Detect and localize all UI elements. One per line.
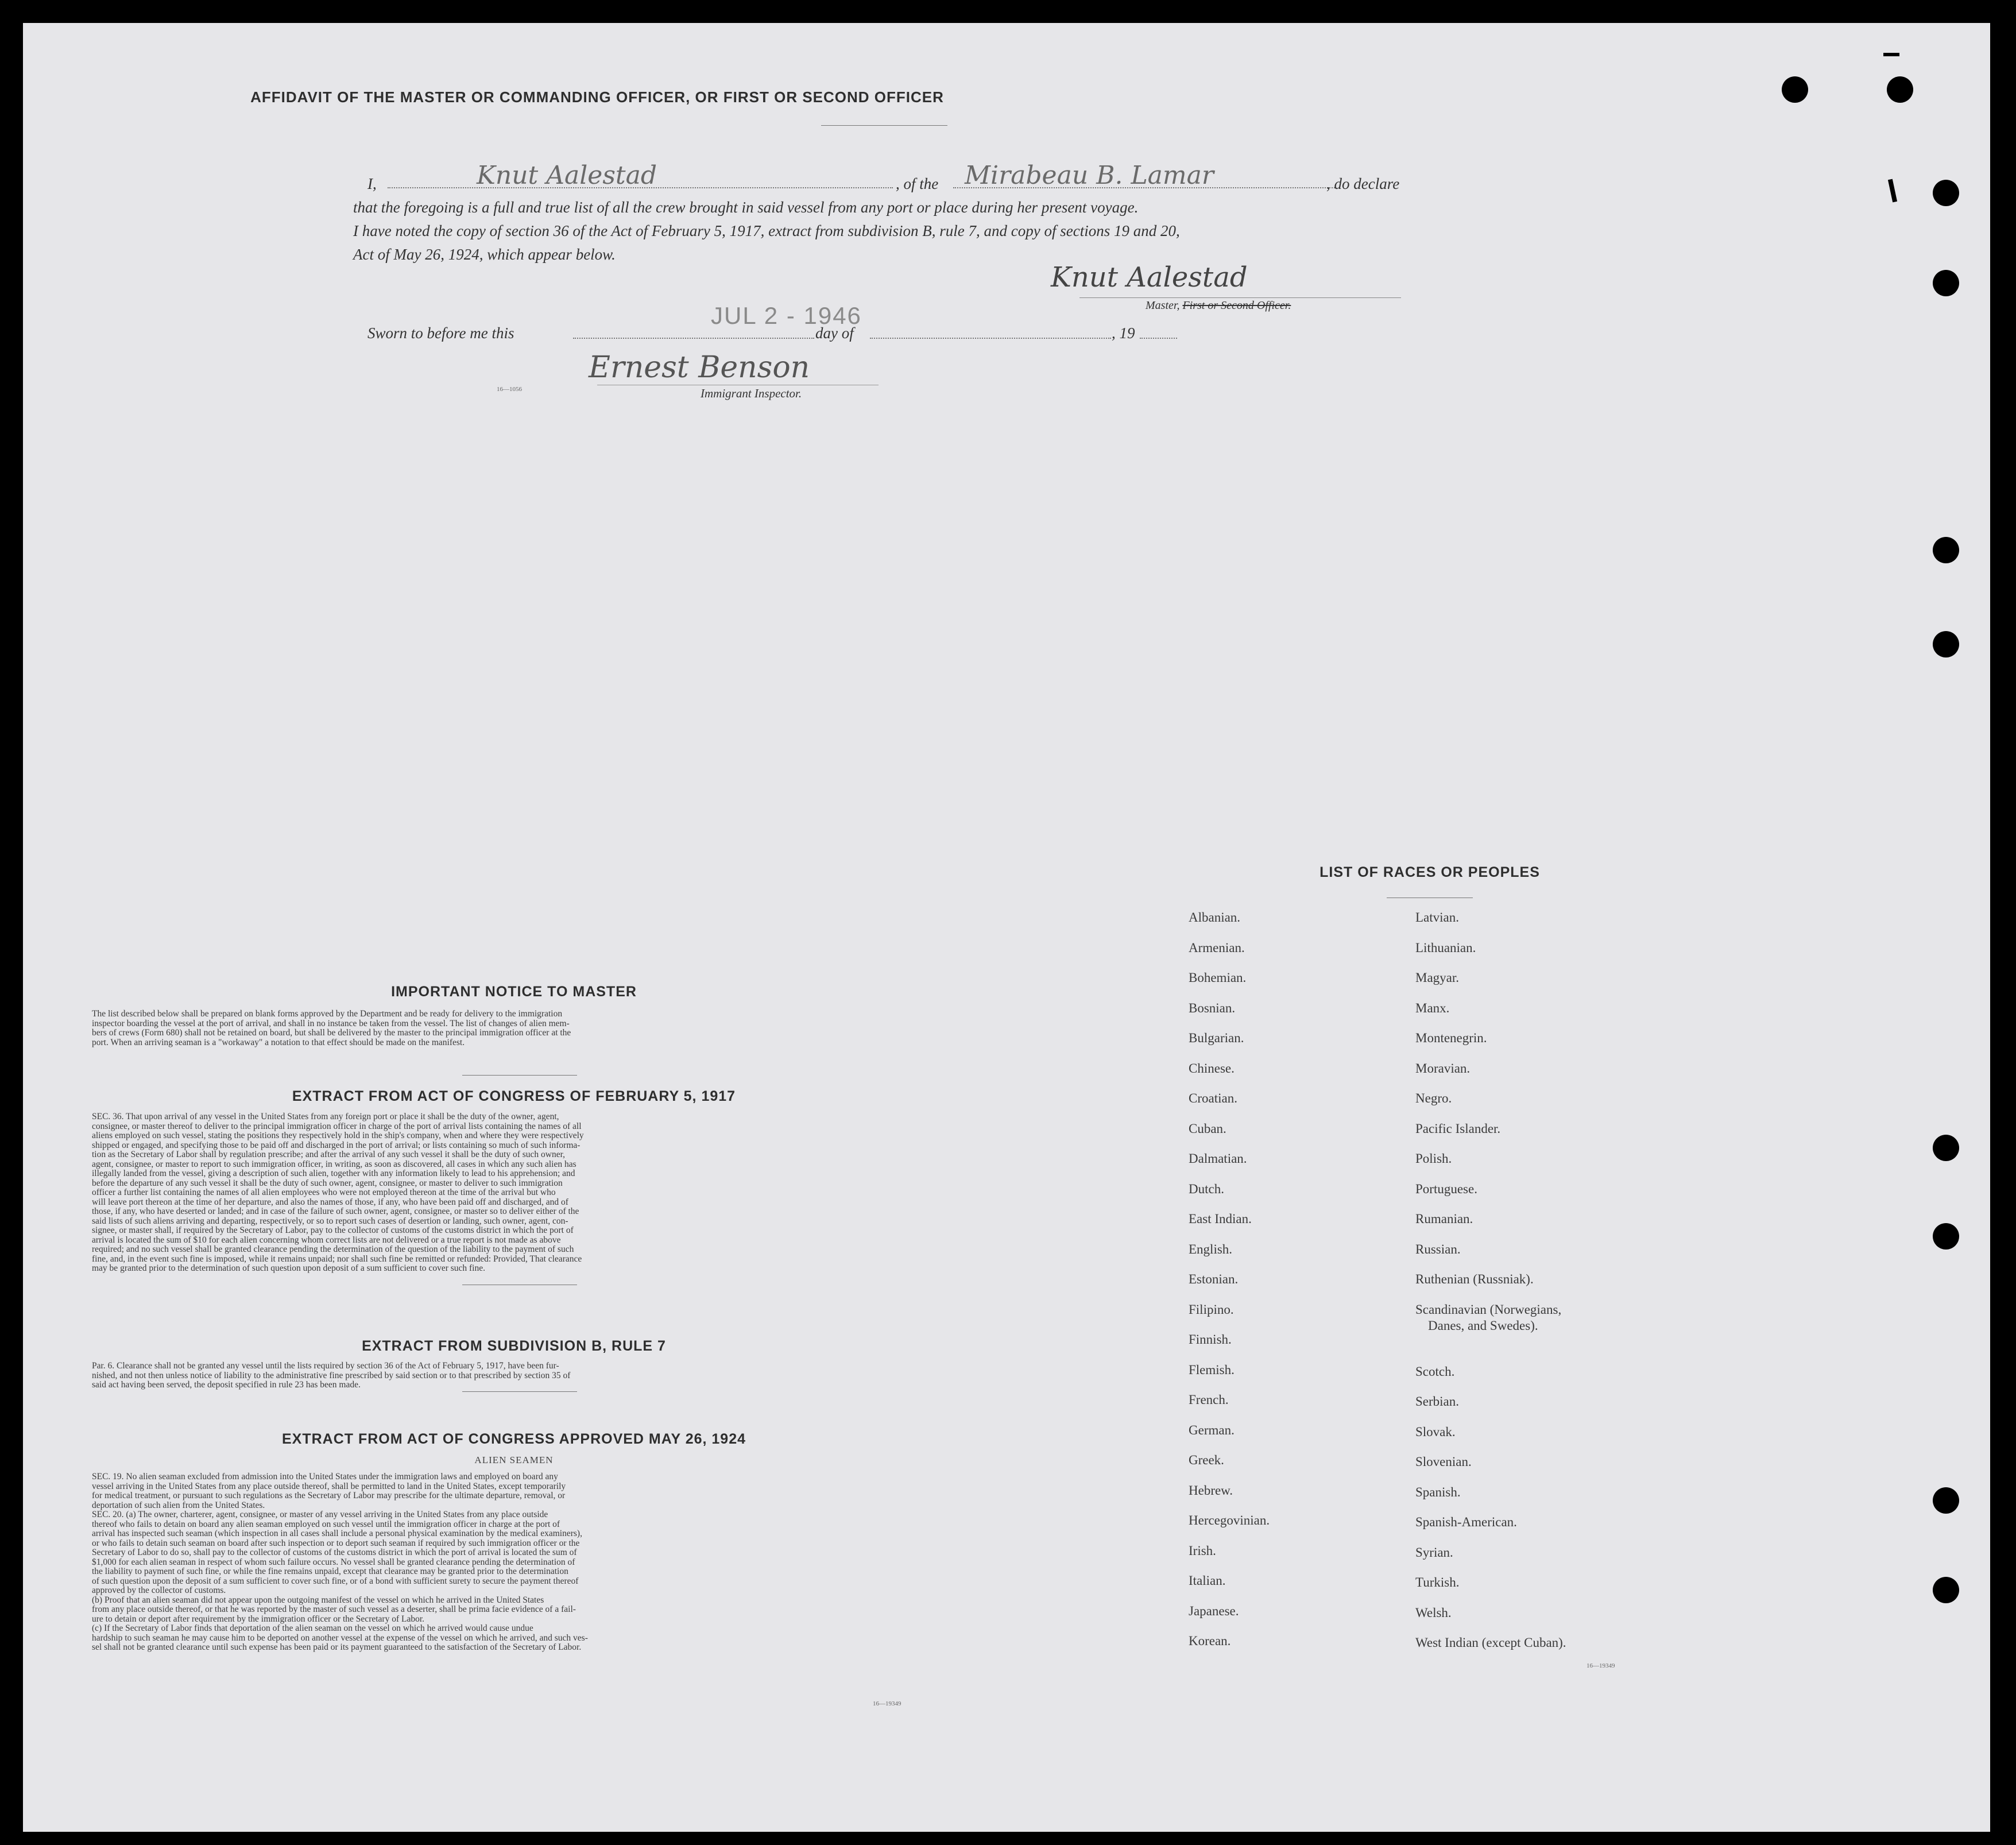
affidavit-line-4: Act of May 26, 1924, which appear below. [353, 246, 616, 263]
sworn-day-line [573, 338, 814, 339]
extract-1917-line: required; and no such vessel shall be granted clearance pending the determination of the question of the liability to the payment of such [92, 1244, 574, 1254]
race-item: Korean. [1189, 1634, 1231, 1648]
affidavit-line-2: that the foregoing is a full and true list of all the crew brought in said vessel from any port or place during her present voyage. [353, 199, 1139, 216]
vessel-name-handwritten: Mirabeau B. Lamar [965, 161, 1214, 190]
race-item: Scandinavian (Norwegians, [1415, 1302, 1562, 1317]
extract-1917-line: arrival is located the sum of $10 for each alien concerning whom correct lists are not delivered or a true report is not made as above [92, 1235, 561, 1245]
extract-1917-line: agent, consignee, or master to report to such immigration officer, in writing, as soon as discovered, all cases in which any such alien has [92, 1159, 576, 1169]
notice-line: The list described below shall be prepared on blank forms approved by the Department and be ready for delivery to the immigration [92, 1009, 563, 1019]
binder-hole [1933, 537, 1959, 563]
race-item: Chinese. [1189, 1061, 1235, 1076]
race-item: Scotch. [1415, 1364, 1455, 1379]
extract-1917-line: signee, or master shall, if required by the Secretary of Labor, pay to the collector of customs of the customs district in which the port of [92, 1225, 574, 1235]
extract-1917-line: officer a further list containing the names of all alien employees who were not employed thereon at the time of the arrival but who [92, 1188, 556, 1197]
extract-1924-form-number: 16—19349 [873, 1700, 901, 1707]
races-form-number: 16—19349 [1587, 1662, 1615, 1669]
extract-1924-line: arrival has inspected such seaman (which inspection in all cases shall include a personal physical examination by the medical examiners), [92, 1529, 582, 1538]
extract-1917-line: shipped or engaged, and specifying those to be paid off and discharged in the port of arrival; or lists containing so much of such informa- [92, 1140, 581, 1150]
extract-1924-line: the liability to payment of such fine, or while the fine remains unpaid, except that clearance may be granted prior to the determination [92, 1566, 568, 1576]
race-item: Rumanian. [1415, 1212, 1473, 1226]
race-item: Welsh. [1415, 1605, 1452, 1620]
extract-1924-line: of such question upon the deposit of a sum sufficient to cover such fine, or of a bond with sufficient surety to secure the payment thereof [92, 1576, 579, 1586]
extract-1924-line: $1,000 for each alien seaman in respect of whom such failure occurs. No vessel shall be granted clearance pending the determination of [92, 1557, 575, 1567]
notice-body [92, 1009, 936, 1047]
race-item: East Indian. [1189, 1212, 1252, 1226]
master-label-struck: First or Second Officer. [1182, 299, 1291, 312]
extract-rule7-line: said act having been served, the deposit specified in rule 23 has been made. [92, 1380, 361, 1390]
binder-hole [1933, 180, 1959, 206]
master-signature-line [1079, 297, 1401, 298]
extract-1924-line: SEC. 19. No alien seaman excluded from admission into the United States under the immigration laws and employed on board any [92, 1472, 558, 1482]
binder-hole [1933, 1223, 1959, 1250]
extract-1924-subtitle: ALIEN SEAMEN [474, 1455, 554, 1465]
binder-hole [1933, 1577, 1959, 1603]
race-item: Ruthenian (Russniak). [1415, 1272, 1534, 1286]
ink-mark [1888, 179, 1897, 203]
race-item: Bulgarian. [1189, 1031, 1244, 1045]
race-item: Cuban. [1189, 1121, 1226, 1136]
document-sheet [23, 23, 1990, 1832]
affidavit-title: AFFIDAVIT OF THE MASTER OR COMMANDING OFFICER, OR FIRST OR SECOND OFFICER [250, 88, 944, 106]
race-item: Armenian. [1189, 940, 1245, 955]
affidavit-line-3: I have noted the copy of section 36 of the Act of February 5, 1917, extract from subdivision B, rule 7, and copy of sections 19 and 20, [353, 222, 1180, 239]
day-of-label: day of [815, 324, 854, 342]
extract-1917-line: illegally landed from the vessel, giving a description of such alien, together with any information likely to lead to his apprehension; and [92, 1169, 575, 1178]
race-item: Syrian. [1415, 1545, 1453, 1560]
race-item: Lithuanian. [1415, 940, 1476, 955]
extract-1917-title: EXTRACT FROM ACT OF CONGRESS OF FEBRUARY 5, 1917 [292, 1088, 736, 1104]
race-item: Hebrew. [1189, 1483, 1233, 1498]
race-item: Italian. [1189, 1573, 1226, 1588]
race-item: West Indian (except Cuban). [1415, 1635, 1566, 1650]
extract-1917-line: tion as the Secretary of Labor shall by regulation prescribe; and after the arrival of any such vessel it shall be the duty of such owner, [92, 1150, 566, 1159]
race-item: Dutch. [1189, 1181, 1224, 1196]
race-item: Spanish. [1415, 1484, 1461, 1499]
binder-hole [1933, 1135, 1959, 1161]
extract-1924-line: approved by the collector of customs. [92, 1585, 226, 1595]
race-item: Portuguese. [1415, 1181, 1477, 1196]
extract-1924-line: for medical treatment, or pursuant to such regulations as the Secretary of Labor may prescribe for the ultimate departure, removal, or [92, 1491, 566, 1500]
binder-hole [1933, 631, 1959, 657]
extract-1917-line: SEC. 36. That upon arrival of any vessel in the United States from any foreign port or place it shall be the duty of the owner, agent, [92, 1112, 559, 1121]
notice-line: port. When an arriving seaman is a "workaway" a notation to that effect should be made on the manifest. [92, 1037, 465, 1047]
extract-1924-body [92, 1472, 936, 1653]
race-item: Bohemian. [1189, 970, 1247, 985]
affidavit-i-label: I, [367, 175, 377, 192]
extract-1917-line: those, if any, who have deserted or landed; and in case of the failure of such owner, agent, consignee, or master so to deliver either of the [92, 1206, 579, 1216]
do-declare-label: , do declare [1326, 175, 1400, 192]
race-item: Turkish. [1415, 1575, 1460, 1589]
date-stamp: JUL 2 - 1946 [711, 302, 862, 329]
race-item: Montenegrin. [1415, 1031, 1487, 1045]
extract-1924-line: sel shall not be granted clearance until such expense has been paid or its payment guaranteed to the satisfaction of the Secretary of Labor. [92, 1642, 582, 1652]
notice-line: bers of crews (Form 680) shall not be retained on board, but shall be delivered by the master to the principal immigration officer at the [92, 1028, 571, 1038]
race-item: Manx. [1415, 1000, 1450, 1015]
extract-1917-body [92, 1112, 936, 1274]
race-item: Danes, and Swedes). [1428, 1318, 1538, 1333]
extract-1924-line: SEC. 20. (a) The owner, charterer, agent, consignee, or master of any vessel arriving in the United States from any place outside [92, 1510, 548, 1519]
race-item: Latvian. [1415, 910, 1459, 925]
inspector-label: Immigrant Inspector. [701, 386, 802, 400]
year-prefix-label: , 19 [1112, 324, 1135, 342]
master-label [1146, 299, 1291, 312]
race-item: Magyar. [1415, 970, 1460, 985]
extract-1917-line: said lists of such aliens arriving and departing, respectively, or so to report such cases of desertion or landing, such owner, agent, con- [92, 1216, 568, 1226]
race-item: Moravian. [1415, 1061, 1471, 1076]
sworn-month-line [870, 338, 1111, 339]
race-item: Filipino. [1189, 1302, 1234, 1317]
extract-rule7-line: nished, and not then unless notice of liability to the administrative fine prescribed by said section or to that prescribed by section 35 of [92, 1370, 571, 1380]
affidavit-form-number: 16—1056 [497, 386, 522, 393]
binder-hole [1933, 1487, 1959, 1514]
extract-1917-line: may be granted prior to the determination of such question upon deposit of a sum sufficient to cover such fine. [92, 1263, 485, 1273]
signer-name-handwritten: Knut Aalestad [477, 161, 657, 190]
race-item: Serbian. [1415, 1394, 1460, 1409]
race-item: Albanian. [1189, 910, 1241, 925]
race-item: Irish. [1189, 1543, 1216, 1558]
extract-1917-line: consignee, or master thereof to deliver to the principal immigration officer in charge of the port of arrival lists containing the names of all [92, 1121, 582, 1131]
race-item: Slovenian. [1415, 1455, 1472, 1469]
extract-rule7-line: Par. 6. Clearance shall not be granted any vessel until the lists required by section 36 of the Act of February 5, 1917, have been fur- [92, 1361, 559, 1371]
extract-1924-line: hardship to such seaman he may cause him to be deported on another vessel at the expense of the vessel on which he arrived, and such ves- [92, 1633, 588, 1643]
extract-1917-line: fine, and, in the event such fine is imposed, while it remains unpaid; nor shall such fine be remitted or refunded: Provided, That clearance [92, 1254, 582, 1264]
race-item: Pacific Islander. [1415, 1121, 1501, 1136]
binder-hole [1933, 270, 1959, 296]
notice-line: inspector boarding the vessel at the port of arrival, and shall in no instance be taken from the vessel. The list of changes of alien mem- [92, 1018, 570, 1028]
extract-1924-line: Secretary of Labor to do so, shall pay to the collector of customs of the customs district in which the port of arrival is located the sum of [92, 1548, 577, 1557]
binder-hole [1782, 76, 1808, 103]
notice-title: IMPORTANT NOTICE TO MASTER [391, 984, 637, 1000]
extract-1917-line: will leave port thereon at the time of her departure, and also the names of those, if any, who have been paid off and discharged, and of [92, 1197, 568, 1207]
master-signature: Knut Aalestad [1051, 261, 1248, 293]
inspector-signature: Ernest Benson [589, 350, 810, 385]
extract-1924-line: (b) Proof that an alien seaman did not appear upon the outgoing manifest of the vessel on which he arrived in the United States [92, 1595, 544, 1605]
extract-1924-line: or who fails to detain such seaman on board after such inspection or to deport such seaman if required by such immigration officer or the [92, 1538, 580, 1548]
master-label-text: Master, [1146, 299, 1183, 312]
punch-mark [1883, 53, 1899, 56]
race-item: French. [1189, 1393, 1229, 1407]
race-item: Croatian. [1189, 1091, 1237, 1105]
extract-1917-line: before the departure of any such vessel it shall be the duty of such owner, agent, consignee, or master to deliver to such immigration [92, 1178, 563, 1188]
race-item: Bosnian. [1189, 1000, 1236, 1015]
extract-rule7-title: EXTRACT FROM SUBDIVISION B, RULE 7 [362, 1338, 666, 1354]
race-item: Flemish. [1189, 1362, 1235, 1377]
race-item: Estonian. [1189, 1272, 1239, 1286]
sworn-label: Sworn to before me this [367, 324, 514, 342]
title-divider [821, 125, 947, 126]
binder-hole [1887, 76, 1913, 103]
extract-1924-line: deportation of such alien from the United States. [92, 1500, 265, 1510]
extract-1924-title: EXTRACT FROM ACT OF CONGRESS APPROVED MAY 26, 1924 [281, 1431, 746, 1447]
extract-1924-line: (c) If the Secretary of Labor finds that deportation of the alien seaman on the vessel on which he arrived would cause undue [92, 1623, 533, 1633]
races-title: LIST OF RACES OR PEOPLES [1320, 864, 1540, 880]
extract-1924-line: from any place outside thereof, or that he was reported by the master of such vessel as a deserter, shall be prima facie evidence of a fail- [92, 1604, 576, 1614]
race-item: English. [1189, 1241, 1233, 1256]
race-item: Negro. [1415, 1091, 1452, 1105]
affidavit-of-the-label: , of the [896, 175, 939, 192]
race-item: Japanese. [1189, 1603, 1239, 1618]
extract-rule7-divider [462, 1391, 577, 1392]
race-item: Hercegovinian. [1189, 1513, 1270, 1527]
race-item: Slovak. [1415, 1424, 1456, 1439]
sworn-year-line [1140, 338, 1177, 339]
extract-1924-line: vessel arriving in the United States from any place outside thereof, shall be permitted to land in the United States, except temporarily [92, 1481, 566, 1491]
notice-divider [462, 1075, 577, 1076]
race-item: Dalmatian. [1189, 1151, 1247, 1166]
extract-1917-line: aliens employed on such vessel, stating the positions they respectively hold in the ship's company, when and where they were respectively [92, 1131, 584, 1140]
race-item: Finnish. [1189, 1332, 1232, 1347]
extract-1924-line: ure to detain or deport after requirement by the immigration officer or the Secretary of Labor. [92, 1614, 425, 1624]
race-item: German. [1189, 1422, 1235, 1437]
race-item: Greek. [1189, 1453, 1224, 1467]
race-item: Spanish-American. [1415, 1515, 1517, 1529]
race-item: Russian. [1415, 1241, 1461, 1256]
race-item: Polish. [1415, 1151, 1452, 1166]
extract-1924-line: thereof who fails to detain on board any alien seaman employed on such vessel until the immigration officer in charge at the port of [92, 1519, 560, 1529]
extract-rule7-body [92, 1361, 936, 1390]
